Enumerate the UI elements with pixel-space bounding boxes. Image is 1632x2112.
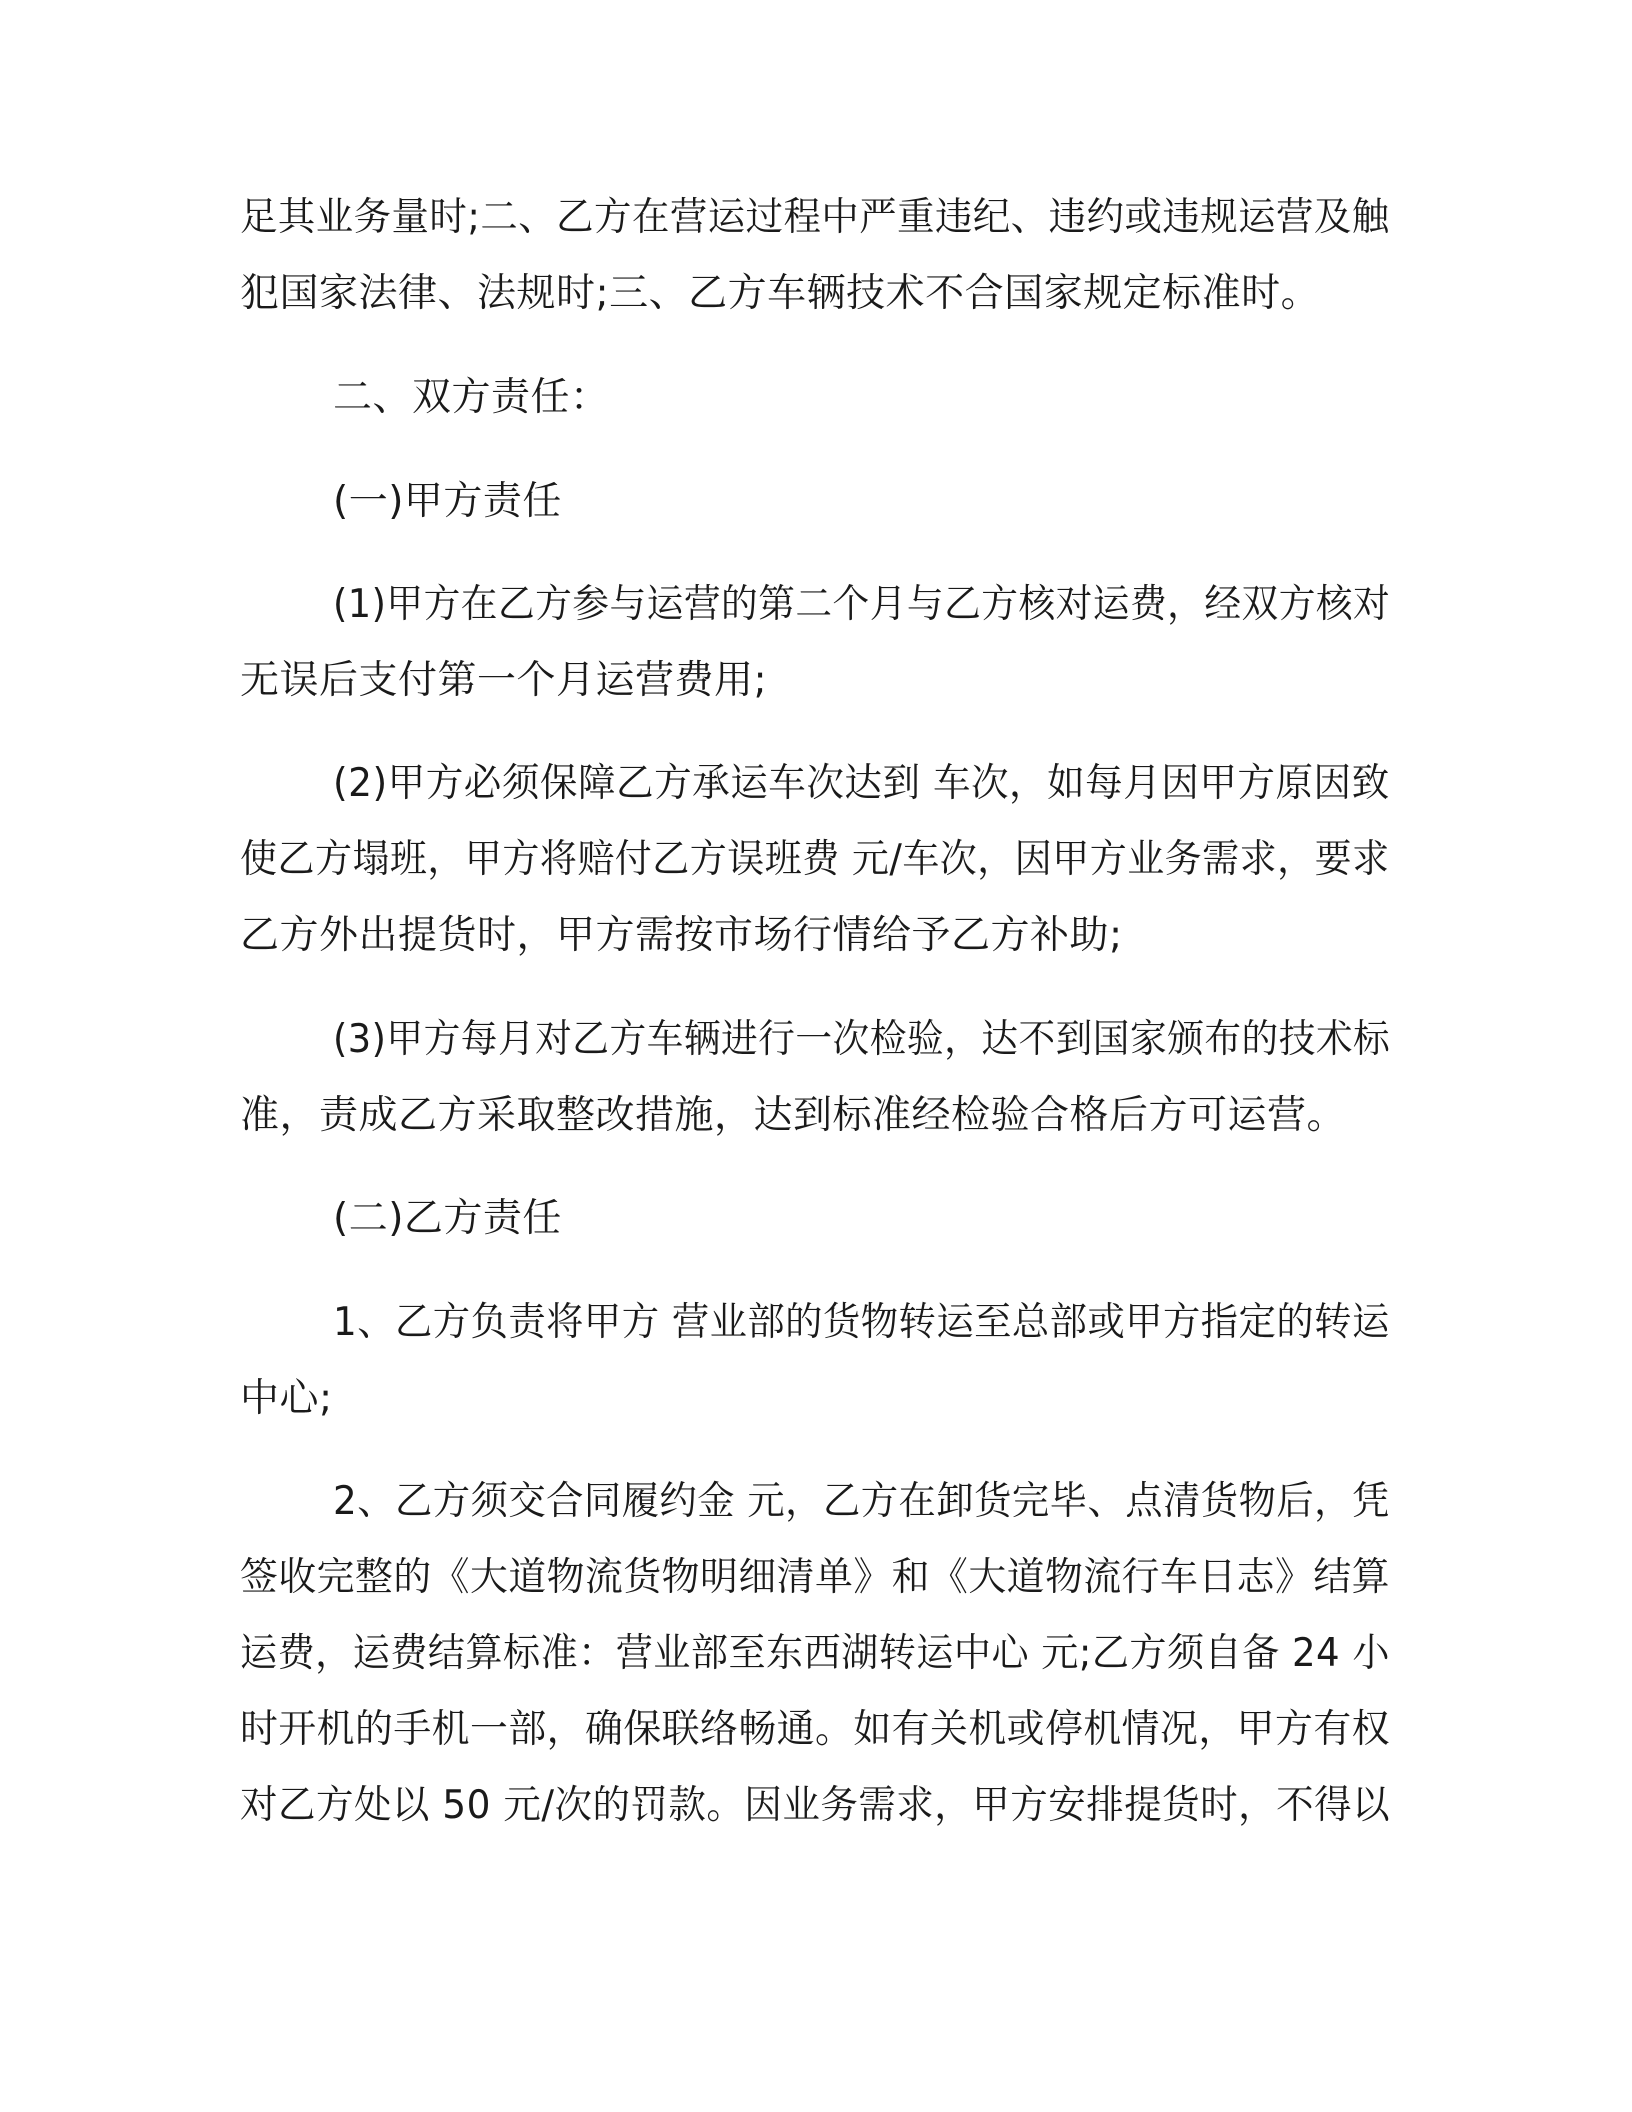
text-line: 运费，运费结算标准：营业部至东西湖转运中心 元;乙方须自备 24 小 bbox=[240, 1631, 1390, 1676]
text-line: 足其业务量时;二、乙方在营运过程中严重违纪、违约或违规运营及触 bbox=[240, 195, 1390, 240]
text-line: 中心; bbox=[240, 1376, 333, 1421]
text-line: (2)甲方必须保障乙方承运车次达到 车次，如每月因甲方原因致 bbox=[333, 761, 1390, 806]
text-line: 犯国家法律、法规时;三、乙方车辆技术不合国家规定标准时。 bbox=[240, 271, 1321, 316]
text-line: 准，责成乙方采取整改措施，达到标准经检验合格后方可运营。 bbox=[240, 1093, 1347, 1138]
text-line: 对乙方处以 50 元/次的罚款。因业务需求，甲方安排提货时，不得以 bbox=[240, 1783, 1391, 1828]
text-line: 无误后支付第一个月运营费用; bbox=[240, 658, 768, 703]
text-line: 乙方外出提货时，甲方需按市场行情给予乙方补助; bbox=[240, 913, 1123, 958]
text-line: 签收完整的《大道物流货物明细清单》和《大道物流行车日志》结算 bbox=[240, 1555, 1391, 1600]
text-line: 时开机的手机一部，确保联络畅通。如有关机或停机情况，甲方有权 bbox=[240, 1707, 1391, 1752]
text-line: (3)甲方每月对乙方车辆进行一次检验，达不到国家颁布的技术标 bbox=[333, 1017, 1391, 1062]
section-heading: 二、双方责任： bbox=[333, 375, 610, 420]
text-line: 1、乙方负责将甲方 营业部的货物转运至总部或甲方指定的转运 bbox=[333, 1300, 1390, 1345]
text-line: 使乙方塌班，甲方将赔付乙方误班费 元/车次，因甲方业务需求，要求 bbox=[240, 837, 1390, 882]
subsection-heading: (一)甲方责任 bbox=[333, 479, 562, 524]
text-line: 2、乙方须交合同履约金 元，乙方在卸货完毕、点清货物后，凭 bbox=[333, 1479, 1390, 1524]
subsection-heading: (二)乙方责任 bbox=[333, 1196, 562, 1241]
text-line: (1)甲方在乙方参与运营的第二个月与乙方核对运费，经双方核对 bbox=[333, 582, 1391, 627]
